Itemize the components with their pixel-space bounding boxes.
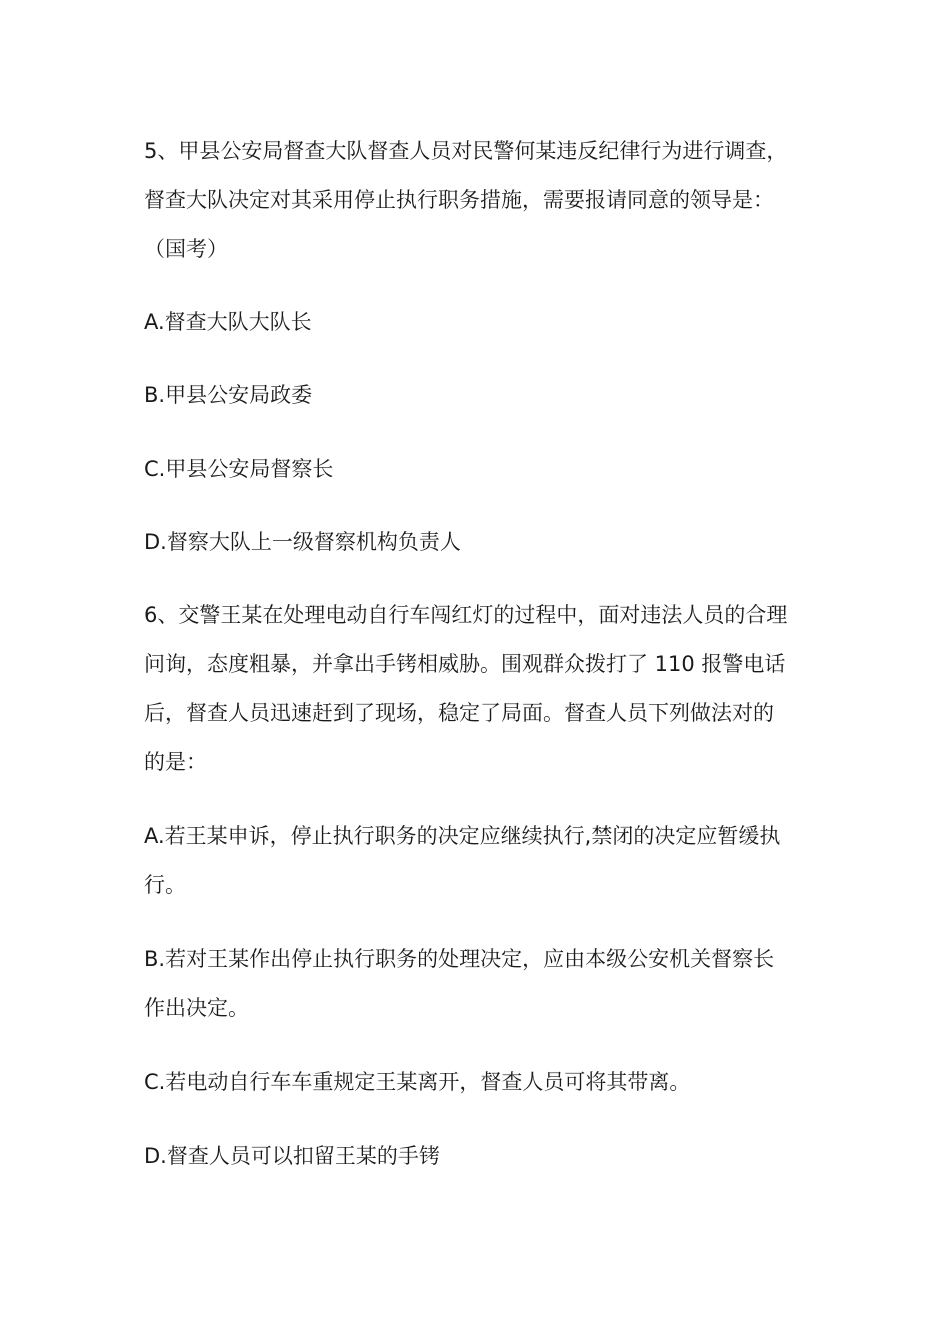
question-5-option-d: D.督察大队上一级督察机构负责人	[144, 530, 461, 554]
question-6-option-c: C.若电动自行车车重规定王某离开，督查人员可将其带离。	[144, 1070, 691, 1094]
question-6-stem	[144, 591, 814, 787]
question-5-stem-line-2: 督查大队决定对其采用停止执行职务措施，需要报请同意的领导是：	[144, 188, 774, 212]
question-6-stem-line-1: 6、交警王某在处理电动自行车闯红灯的过程中，面对违法人员的合理	[144, 603, 788, 627]
question-6-option-b	[144, 935, 814, 1033]
question-6-stem-line-4: 的是：	[144, 750, 207, 774]
question-6-option-b-line-1: B.若对王某作出停止执行职务的处理决定，应由本级公安机关督察长	[144, 947, 775, 971]
question-5-stem-line-3: （国考）	[144, 237, 228, 261]
question-5-option-a: A.督查大队大队长	[144, 310, 312, 334]
question-6-stem-line-3: 后，督查人员迅速赶到了现场，稳定了局面。督查人员下列做法对的	[144, 701, 774, 725]
question-6-option-a-line-1: A.若王某申诉，停止执行职务的决定应继续执行,禁闭的决定应暂缓执	[144, 824, 781, 848]
question-6-option-b-line-2: 作出决定。	[144, 996, 249, 1020]
question-6-option-a	[144, 812, 814, 910]
question-5-option-c: C.甲县公安局督察长	[144, 457, 334, 481]
question-6-stem-line-2: 问询，态度粗暴，并拿出手铐相威胁。围观群众拨打了 110 报警电话	[144, 652, 786, 676]
question-5-stem-line-1: 5、甲县公安局督查大队督查人员对民警何某违反纪律行为进行调查，	[144, 139, 788, 163]
question-5-stem	[144, 127, 814, 274]
question-5-option-b: B.甲县公安局政委	[144, 383, 313, 407]
question-6-option-a-line-2: 行。	[144, 873, 186, 897]
question-6-option-d: D.督查人员可以扣留王某的手铐	[144, 1144, 440, 1168]
